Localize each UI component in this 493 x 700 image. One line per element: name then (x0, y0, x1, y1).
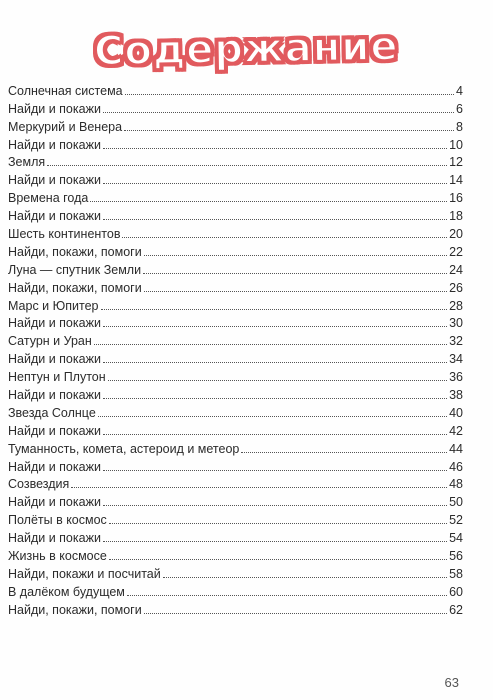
toc-entry[interactable] (8, 527, 463, 545)
toc-entry-page: 16 (449, 191, 463, 206)
toc-entry[interactable] (8, 402, 463, 420)
toc-entry-title: Созвездия (8, 477, 70, 492)
dot-leader (103, 505, 447, 506)
toc-entry-title: Туманность, комета, астероид и метеор (8, 441, 240, 456)
toc-entry-title: Шесть континентов (8, 227, 121, 242)
toc-entry-page: 58 (449, 566, 463, 581)
dot-leader (103, 112, 454, 113)
toc-entry[interactable] (8, 223, 463, 241)
page-number: 63 (444, 675, 459, 690)
toc-entry-title: В далёком будущем (8, 584, 125, 599)
toc-entry-page: 44 (449, 441, 463, 456)
toc-entry-page: 48 (449, 477, 463, 492)
toc-entry[interactable] (8, 330, 463, 348)
toc-entry-page: 56 (449, 549, 463, 564)
dot-leader (103, 362, 447, 363)
toc-entry-title: Найди и покажи (8, 388, 101, 403)
toc-entry-page: 20 (449, 227, 463, 242)
toc-entry-title: Найди и покажи (8, 459, 101, 474)
dot-leader (143, 273, 447, 274)
toc-entry-title: Найди и покажи (8, 352, 101, 367)
toc-entry-title: Земля (8, 155, 46, 170)
toc-entry-page: 52 (449, 513, 463, 528)
dot-leader (127, 595, 447, 596)
toc-entry-page: 38 (449, 388, 463, 403)
toc-entry[interactable] (8, 509, 463, 527)
dot-leader (101, 309, 448, 310)
toc-entry-page: 26 (449, 280, 463, 295)
toc-entry[interactable] (8, 80, 463, 98)
toc-entry[interactable] (8, 366, 463, 384)
toc-entry-page: 36 (449, 370, 463, 385)
page-title: Содержание (93, 23, 400, 75)
dot-leader (103, 148, 447, 149)
dot-leader (90, 201, 447, 202)
dot-leader (103, 470, 447, 471)
toc-entry[interactable] (8, 599, 463, 617)
dot-leader (103, 434, 447, 435)
table-of-contents (8, 80, 463, 617)
toc-entry-title: Найди и покажи (8, 209, 101, 224)
toc-entry[interactable] (8, 348, 463, 366)
toc-entry-title: Найди и покажи (8, 531, 101, 546)
toc-entry-title: Найди и покажи (8, 137, 101, 152)
dot-leader (103, 541, 447, 542)
dot-leader (144, 255, 447, 256)
toc-entry[interactable] (8, 313, 463, 331)
toc-entry-title: Звезда Солнце (8, 405, 96, 420)
toc-entry-title: Найди и покажи (8, 101, 101, 116)
toc-entry-page: 28 (449, 298, 463, 313)
toc-entry-page: 30 (449, 316, 463, 331)
toc-entry[interactable] (8, 259, 463, 277)
toc-entry[interactable] (8, 277, 463, 295)
dot-leader (124, 130, 454, 131)
toc-entry[interactable] (8, 205, 463, 223)
toc-entry-page: 40 (449, 405, 463, 420)
dot-leader (103, 183, 447, 184)
dot-leader (122, 237, 447, 238)
toc-entry-page: 34 (449, 352, 463, 367)
toc-entry-title: Найди и покажи (8, 173, 101, 188)
toc-entry-title: Полёты в космос (8, 513, 107, 528)
toc-entry[interactable] (8, 169, 463, 187)
toc-entry[interactable] (8, 241, 463, 259)
toc-entry[interactable] (8, 474, 463, 492)
dot-leader (103, 219, 447, 220)
toc-entry-page: 24 (449, 262, 463, 277)
toc-entry-title: Времена года (8, 191, 89, 206)
toc-entry-title: Луна — спутник Земли (8, 262, 142, 277)
dot-leader (163, 577, 447, 578)
toc-entry[interactable] (8, 116, 463, 134)
toc-entry[interactable] (8, 152, 463, 170)
toc-entry-page: 14 (449, 173, 463, 188)
toc-entry-page: 46 (449, 459, 463, 474)
toc-entry-page: 60 (449, 584, 463, 599)
dot-leader (47, 165, 447, 166)
toc-entry-title: Найди, покажи и посчитай (8, 566, 161, 581)
toc-entry[interactable] (8, 187, 463, 205)
toc-entry-page: 6 (456, 101, 463, 116)
toc-entry-title: Найди и покажи (8, 316, 101, 331)
dot-leader (98, 416, 447, 417)
toc-entry-page: 4 (456, 83, 463, 98)
dot-leader (109, 559, 447, 560)
dot-leader (103, 398, 447, 399)
toc-entry-title: Нептун и Плутон (8, 370, 106, 385)
toc-entry-title: Найди, покажи, помоги (8, 602, 142, 617)
toc-entry[interactable] (8, 98, 463, 116)
title-area (0, 23, 493, 75)
toc-entry[interactable] (8, 563, 463, 581)
toc-entry-title: Марс и Юпитер (8, 298, 99, 313)
toc-entry-title: Найди и покажи (8, 495, 101, 510)
toc-entry[interactable] (8, 295, 463, 313)
toc-entry-title: Найди и покажи (8, 423, 101, 438)
toc-entry[interactable] (8, 134, 463, 152)
toc-entry-title: Меркурий и Венера (8, 119, 123, 134)
dot-leader (144, 613, 447, 614)
toc-entry-page: 50 (449, 495, 463, 510)
dot-leader (71, 487, 447, 488)
toc-entry-page: 8 (456, 119, 463, 134)
dot-leader (125, 94, 454, 95)
dot-leader (94, 344, 447, 345)
toc-entry-page: 42 (449, 423, 463, 438)
toc-entry-title: Найди, покажи, помоги (8, 280, 142, 295)
toc-entry-title: Жизнь в космосе (8, 549, 107, 564)
toc-entry-title: Сатурн и Уран (8, 334, 92, 349)
dot-leader (144, 291, 447, 292)
toc-entry-title: Найди, покажи, помоги (8, 244, 142, 259)
toc-entry[interactable] (8, 438, 463, 456)
dot-leader (109, 523, 447, 524)
toc-entry-page: 22 (449, 244, 463, 259)
dot-leader (108, 380, 447, 381)
toc-entry-page: 10 (449, 137, 463, 152)
toc-entry[interactable] (8, 581, 463, 599)
toc-entry[interactable] (8, 420, 463, 438)
toc-entry[interactable] (8, 384, 463, 402)
toc-entry[interactable] (8, 456, 463, 474)
dot-leader (241, 452, 447, 453)
toc-entry-page: 62 (449, 602, 463, 617)
toc-entry-title: Солнечная система (8, 83, 123, 98)
toc-entry[interactable] (8, 491, 463, 509)
toc-entry-page: 32 (449, 334, 463, 349)
toc-entry-page: 12 (449, 155, 463, 170)
dot-leader (103, 326, 447, 327)
toc-entry-page: 18 (449, 209, 463, 224)
toc-entry[interactable] (8, 545, 463, 563)
toc-entry-page: 54 (449, 531, 463, 546)
